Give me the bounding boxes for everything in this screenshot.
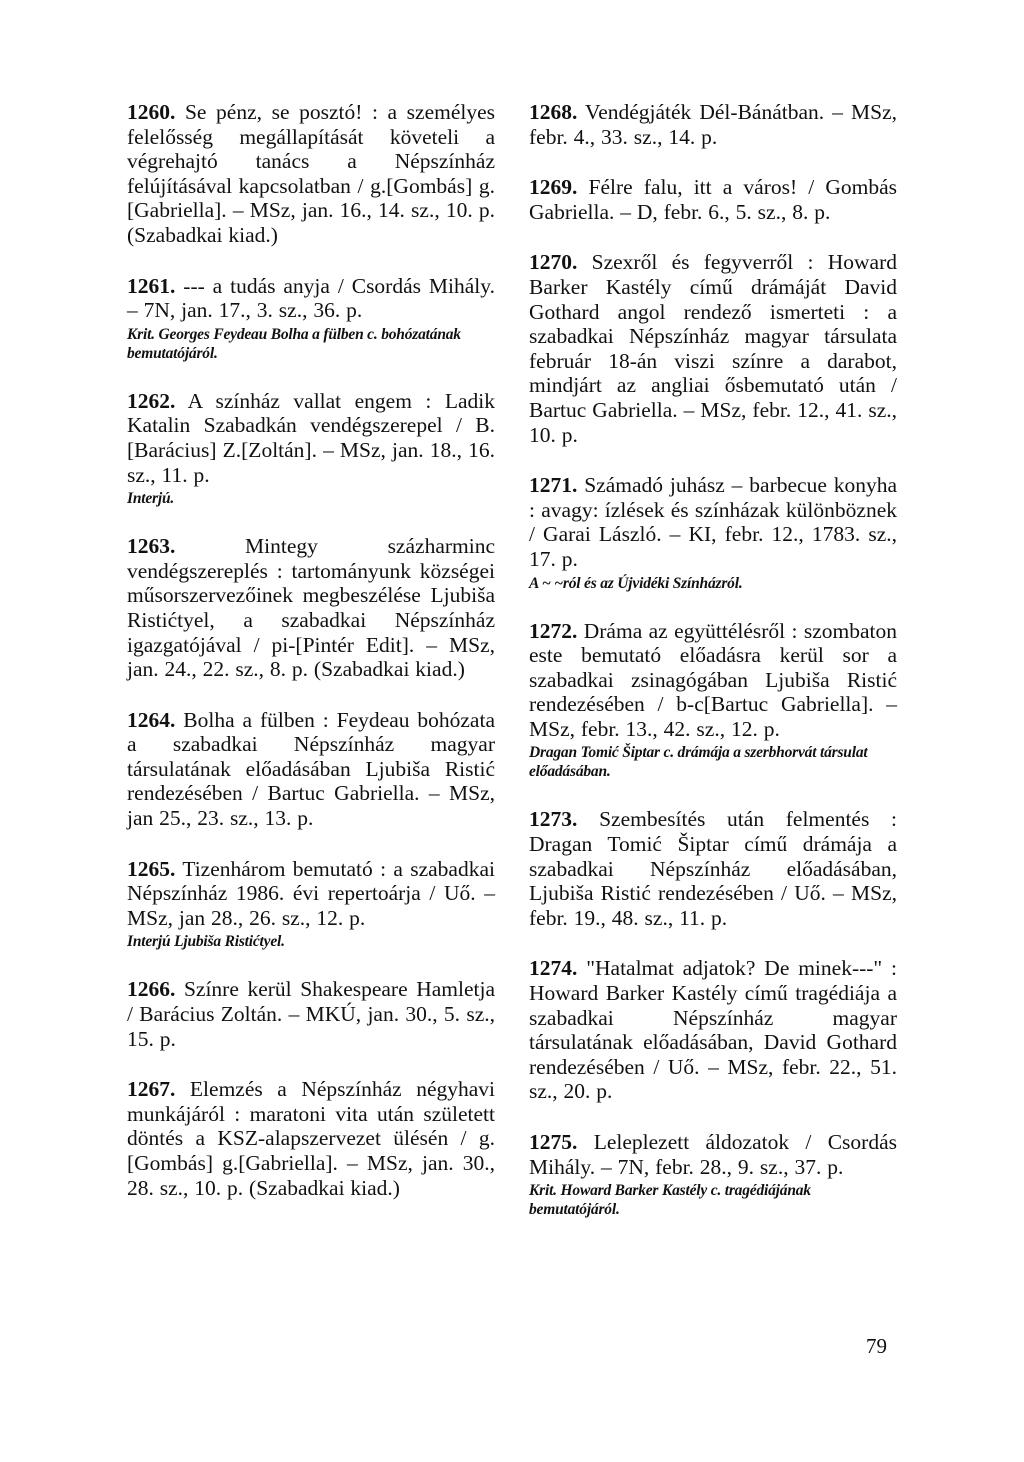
entry-body: Számadó juhász – barbecue konyha : avagy: ízlések és színházak különböznek / Garai László. – KI, febr. 12., 1783. sz., 17. p. xyxy=(529,473,898,571)
entry-number: 1263. xyxy=(127,534,176,559)
entry-number: 1261. xyxy=(127,273,176,298)
entry-body: Elemzés a Népszínház négyhavi munkájáról : maratoni vita után született döntés a KSZ-alapszervezet ülésén / g.[Gombás] g.[Gabriella]. – MSz, jan. 30., 28. sz., 10. p. (Szabadkai kiad.) xyxy=(127,1077,496,1200)
entry-text xyxy=(529,100,897,149)
entry-body: Mintegy százharminc vendégszereplés : tartományunk községei műsorszervezőinek megbeszélése Ljubiša Ristićtyel, a szabadkai Népszínház igazgatójával / pi-[Pintér Edit]. – MSz, jan. 24., 22. sz., 8. p. (Szabadkai kiad.) xyxy=(127,534,496,682)
entry-text xyxy=(127,389,495,487)
entry-body: Dráma az együttélésről : szombaton este bemutató előadásra kerül sor a szabadkai zsinagógában Ljubiša Ristić rendezésében / b-c[Bartuc Gabriella]. – MSz, febr. 13., 42. sz., 12. p. xyxy=(529,618,897,741)
entry-text xyxy=(127,274,495,323)
entry-body: Szexről és fegyverről : Howard Barker Kastély című drámáját David Gothard angol rendező ismerteti : a szabadkai Népszínház magyar társulata február 18-án viszi színre a darabot, mindjárt az angliai ősbemutató után / Bartuc Gabriella. – MSz, febr. 12., 41. sz., 10. p. xyxy=(529,250,898,447)
entry-text xyxy=(127,1077,495,1200)
entry-body: Szembesítés után felmentés : Dragan Tomić Šiptar című drámája a szabadkai Népszínház előadásában, Ljubiša Ristić rendezésében / Uő. – MSz, febr. 19., 48. sz., 11. p. xyxy=(529,807,897,930)
entry-body: --- a tudás anyja / Csordás Mihály. – 7N, jan. 17., 3. sz., 36. p. xyxy=(127,273,495,323)
bibliography-entry xyxy=(529,807,897,930)
entry-number: 1267. xyxy=(127,1077,176,1102)
page-number: 79 xyxy=(866,1334,887,1358)
entry-body: Leleplezett áldozatok / Csordás Mihály. – 7N, febr. 28., 9. sz., 37. p. xyxy=(529,1130,897,1179)
entry-text xyxy=(529,1130,897,1179)
bibliography-entry xyxy=(529,250,897,447)
entry-annotation: Interjú. xyxy=(127,490,175,508)
entry-annotation: Krit. Georges Feydeau Bolha a fülben c. bohózatának bemutatójáról. xyxy=(127,325,461,362)
bibliography-entry xyxy=(529,473,897,592)
bibliography-entry xyxy=(529,956,897,1104)
entry-number: 1274. xyxy=(529,956,578,981)
left-column xyxy=(127,100,495,1226)
entry-body: Félre falu, itt a város! / Gombás Gabriella. – D, febr. 6., 5. sz., 8. p. xyxy=(529,175,897,224)
entry-annotation: Krit. Howard Barker Kastély c. tragédiájának bemutatójáról. xyxy=(529,1182,811,1219)
entry-body: "Hatalmat adjatok? De minek---" : Howard Barker Kastély című tragédiája a szabadkai Népszínház magyar társulatának előadásában, David Gothard rendezésében / Uő. – MSz, febr. 22., 51. sz., 20. p. xyxy=(529,956,898,1104)
entry-text xyxy=(529,250,897,447)
bibliography-entry xyxy=(529,619,897,782)
bibliography-entry xyxy=(529,175,897,224)
bibliography-entry xyxy=(127,708,495,831)
entry-number: 1269. xyxy=(529,175,578,200)
entry-text xyxy=(127,708,495,831)
entry-annotation: Dragan Tomić Šiptar c. drámája a szerbhorvát társulat előadásában. xyxy=(529,744,868,781)
bibliography-entry xyxy=(127,534,495,682)
entry-text xyxy=(127,534,495,682)
bibliography-entry xyxy=(529,1130,897,1219)
bibliography-entry xyxy=(127,389,495,508)
entry-number: 1266. xyxy=(127,977,176,1002)
entry-body: Vendégjáték Dél-Bánátban. – MSz, febr. 4., 33. sz., 14. p. xyxy=(529,100,897,149)
entry-number: 1275. xyxy=(529,1130,578,1154)
entry-number: 1264. xyxy=(127,707,176,732)
bibliography-entry xyxy=(127,857,495,952)
entry-annotation: A ~ ~ról és az Újvidéki Színházról. xyxy=(529,574,743,592)
entry-annotation: Interjú Ljubiša Ristićtyel. xyxy=(127,933,285,951)
entry-body: Se pénz, se posztó! : a személyes felelősség megállapítását követeli a végrehajtó tanács a Népszínház felújításával kapcsolatban / g.[Gombás] g.[Gabriella]. – MSz, jan. 16., 14. sz., 10. p. (Szabadkai kiad.) xyxy=(127,100,496,247)
entry-number: 1273. xyxy=(529,807,578,832)
entry-text xyxy=(127,857,495,931)
bibliography-entry xyxy=(127,977,495,1051)
entry-body: Tizenhárom bemutató : a szabadkai Népszínház 1986. évi repertoárja / Uő. – MSz, jan 28., 26. sz., 12. p. xyxy=(127,856,495,930)
entry-text xyxy=(127,977,495,1051)
entry-number: 1268. xyxy=(529,100,578,124)
entry-text xyxy=(529,956,897,1104)
entry-text xyxy=(529,807,897,930)
entry-body: A színház vallat engem : Ladik Katalin Szabadkán vendégszerepel / B.[Barácius] Z.[Zoltán]. – MSz, jan. 18., 16. sz., 11. p. xyxy=(127,388,495,487)
entry-number: 1270. xyxy=(529,250,578,275)
entry-text xyxy=(529,619,897,742)
bibliography-entry xyxy=(127,1077,495,1200)
entry-number: 1262. xyxy=(127,388,176,413)
bibliography-entry xyxy=(127,274,495,363)
entry-number: 1260. xyxy=(127,100,176,124)
entry-text xyxy=(529,473,897,571)
bibliography-entry xyxy=(529,100,897,149)
right-column xyxy=(529,100,897,1245)
entry-number: 1272. xyxy=(529,618,578,643)
entry-text xyxy=(127,100,495,248)
bibliography-entry xyxy=(127,100,495,248)
entry-number: 1265. xyxy=(127,856,176,881)
entry-body: Színre kerül Shakespeare Hamletja / Barácius Zoltán. – MKÚ, jan. 30., 5. sz., 15. p. xyxy=(127,977,495,1051)
entry-number: 1271. xyxy=(529,473,578,498)
entry-text xyxy=(529,175,897,224)
entry-body: Bolha a fülben : Feydeau bohózata a szabadkai Népszínház magyar társulatának előadásában Ljubiša Ristić rendezésében / Bartuc Gabriella. – MSz, jan 25., 23. sz., 13. p. xyxy=(127,707,495,831)
